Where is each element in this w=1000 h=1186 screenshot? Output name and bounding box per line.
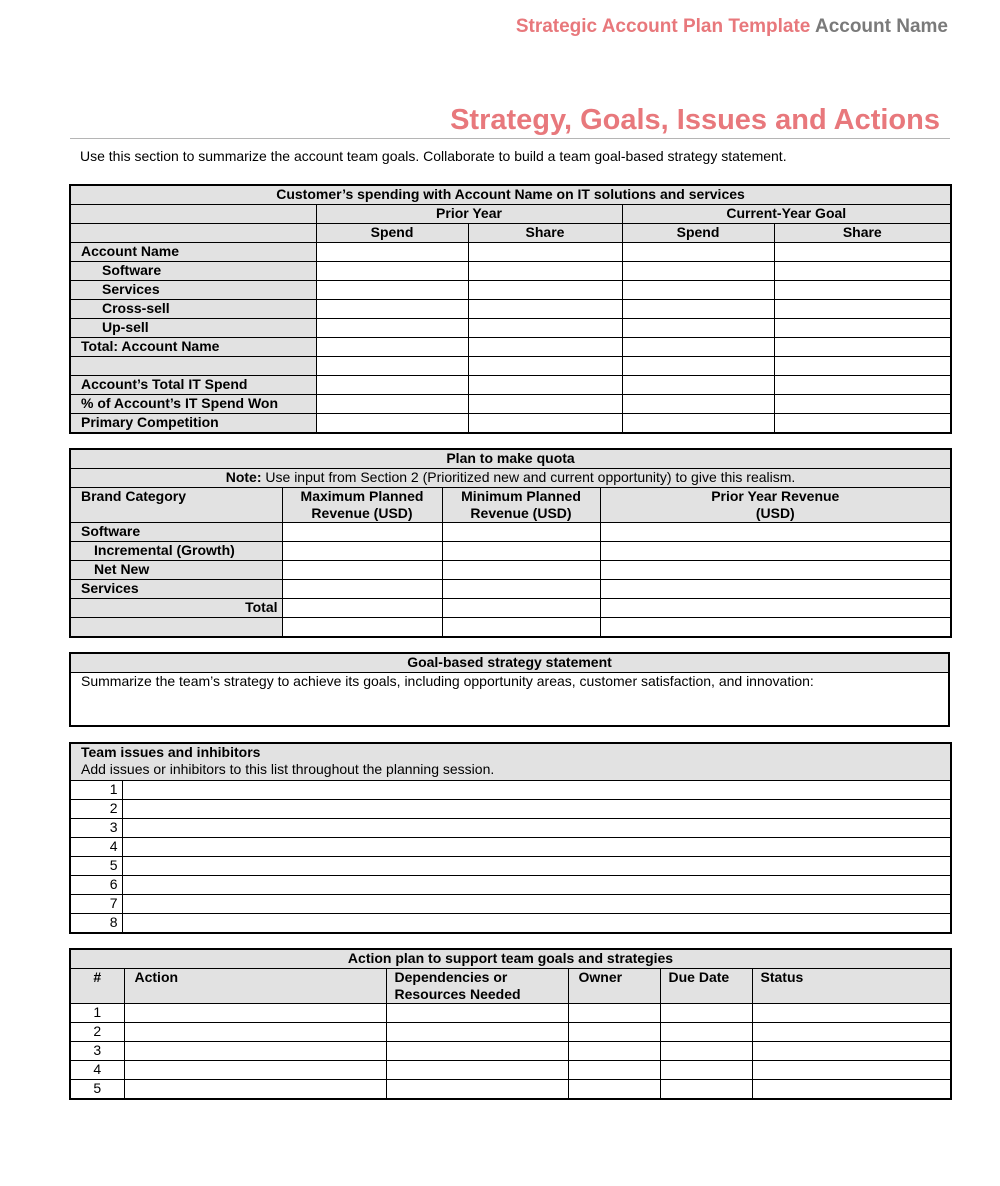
intro-text: Use this section to summarize the account team goals. Collaborate to build a team goal-based strategy statement. bbox=[80, 148, 787, 164]
input-cell[interactable] bbox=[600, 580, 951, 599]
input-cell[interactable] bbox=[316, 376, 468, 395]
document-header bbox=[516, 16, 948, 38]
input-cell[interactable] bbox=[124, 1080, 386, 1100]
input-cell[interactable] bbox=[600, 542, 951, 561]
input-cell[interactable] bbox=[316, 357, 468, 376]
input-cell[interactable] bbox=[282, 523, 442, 542]
dependencies-line2: Resources Needed bbox=[394, 986, 521, 1002]
row-number: 4 bbox=[70, 838, 122, 857]
row-label: Services bbox=[70, 580, 282, 599]
goal-spend-header: Spend bbox=[622, 224, 774, 243]
table-row bbox=[70, 395, 951, 414]
table-row bbox=[70, 262, 951, 281]
row-number: 4 bbox=[70, 1061, 124, 1080]
input-cell[interactable] bbox=[282, 580, 442, 599]
input-cell[interactable] bbox=[600, 523, 951, 542]
input-cell[interactable] bbox=[622, 395, 774, 414]
col-due-date-header: Due Date bbox=[660, 969, 752, 1004]
strategy-title-row bbox=[70, 653, 949, 673]
action-plan-table bbox=[69, 948, 952, 1100]
input-cell[interactable] bbox=[752, 1061, 951, 1080]
table-row bbox=[70, 781, 951, 800]
row-number: 1 bbox=[70, 781, 122, 800]
input-cell[interactable] bbox=[660, 1004, 752, 1023]
table-row bbox=[70, 599, 951, 618]
input-cell[interactable] bbox=[774, 319, 951, 338]
input-cell[interactable] bbox=[774, 281, 951, 300]
input-cell[interactable] bbox=[468, 262, 622, 281]
input-cell[interactable] bbox=[124, 1061, 386, 1080]
section-title: Strategy, Goals, Issues and Actions bbox=[450, 104, 940, 136]
input-cell[interactable] bbox=[774, 414, 951, 434]
table-row bbox=[70, 1061, 951, 1080]
action-title: Action plan to support team goals and strategies bbox=[70, 949, 951, 969]
quota-note-row bbox=[70, 469, 951, 488]
row-label: Software bbox=[70, 523, 282, 542]
strategy-table bbox=[69, 652, 950, 727]
col-status-header: Status bbox=[752, 969, 951, 1004]
row-label: Services bbox=[70, 281, 316, 300]
table-row bbox=[70, 857, 951, 876]
strategy-title: Goal-based strategy statement bbox=[70, 653, 949, 673]
table-row bbox=[70, 1080, 951, 1100]
issues-subtitle: Add issues or inhibitors to this list throughout the planning session. bbox=[81, 761, 495, 777]
table-row bbox=[70, 376, 951, 395]
input-cell[interactable] bbox=[316, 338, 468, 357]
table-row bbox=[70, 618, 951, 638]
input-cell[interactable] bbox=[316, 281, 468, 300]
input-cell[interactable] bbox=[442, 580, 600, 599]
note-label: Note: bbox=[225, 469, 262, 485]
issue-input[interactable] bbox=[122, 876, 951, 895]
max-revenue-line1: Maximum Planned bbox=[300, 488, 424, 504]
input-cell[interactable] bbox=[568, 1042, 660, 1061]
input-cell[interactable] bbox=[316, 243, 468, 262]
input-cell[interactable] bbox=[442, 599, 600, 618]
min-revenue-line2: Revenue (USD) bbox=[470, 505, 572, 521]
input-cell[interactable] bbox=[442, 523, 600, 542]
row-number: 5 bbox=[70, 1080, 124, 1100]
input-cell[interactable] bbox=[124, 1004, 386, 1023]
input-cell[interactable] bbox=[660, 1061, 752, 1080]
row-label: Incremental (Growth) bbox=[70, 542, 282, 561]
input-cell[interactable] bbox=[468, 414, 622, 434]
quota-table bbox=[69, 448, 952, 638]
issue-input[interactable] bbox=[122, 914, 951, 934]
row-number: 7 bbox=[70, 895, 122, 914]
table-row bbox=[70, 1004, 951, 1023]
issues-header-row bbox=[70, 743, 951, 781]
table-row bbox=[70, 300, 951, 319]
input-cell[interactable] bbox=[468, 338, 622, 357]
max-revenue-line2: Revenue (USD) bbox=[311, 505, 413, 521]
goal-share-header: Share bbox=[774, 224, 951, 243]
input-cell[interactable] bbox=[774, 338, 951, 357]
issue-input[interactable] bbox=[122, 857, 951, 876]
row-label: Account’s Total IT Spend bbox=[70, 376, 316, 395]
table-row bbox=[70, 1023, 951, 1042]
action-header-row bbox=[70, 969, 951, 1004]
account-name-label: Account Name bbox=[814, 16, 948, 37]
table-row bbox=[70, 838, 951, 857]
min-revenue-line1: Minimum Planned bbox=[461, 488, 581, 504]
input-cell[interactable] bbox=[660, 1080, 752, 1100]
max-revenue-header bbox=[282, 488, 442, 523]
input-cell[interactable] bbox=[600, 599, 951, 618]
title-divider bbox=[70, 138, 950, 139]
issue-input[interactable] bbox=[122, 838, 951, 857]
input-cell[interactable] bbox=[568, 1080, 660, 1100]
input-cell[interactable] bbox=[568, 1023, 660, 1042]
input-cell[interactable] bbox=[386, 1080, 568, 1100]
input-cell[interactable] bbox=[752, 1042, 951, 1061]
table-row bbox=[70, 357, 951, 376]
spending-sub-row bbox=[70, 224, 951, 243]
row-number: 5 bbox=[70, 857, 122, 876]
row-number: 1 bbox=[70, 1004, 124, 1023]
table-row bbox=[70, 561, 951, 580]
spending-period-row bbox=[70, 205, 951, 224]
col-dependencies-header bbox=[386, 969, 568, 1004]
spending-title-row bbox=[70, 185, 951, 205]
row-label: Total: Account Name bbox=[70, 338, 316, 357]
table-row bbox=[70, 819, 951, 838]
input-cell[interactable] bbox=[622, 243, 774, 262]
input-cell[interactable] bbox=[774, 357, 951, 376]
input-cell[interactable] bbox=[386, 1061, 568, 1080]
row-label: Net New bbox=[70, 561, 282, 580]
input-cell[interactable] bbox=[468, 300, 622, 319]
current-goal-header: Current-Year Goal bbox=[622, 205, 951, 224]
input-cell[interactable] bbox=[124, 1042, 386, 1061]
row-number: 8 bbox=[70, 914, 122, 934]
input-cell[interactable] bbox=[442, 618, 600, 638]
input-cell[interactable] bbox=[442, 542, 600, 561]
input-cell[interactable] bbox=[600, 561, 951, 580]
input-cell[interactable] bbox=[622, 376, 774, 395]
table-row bbox=[70, 414, 951, 434]
input-cell[interactable] bbox=[468, 376, 622, 395]
input-cell[interactable] bbox=[316, 319, 468, 338]
row-label: Total bbox=[70, 599, 282, 618]
row-number: 2 bbox=[70, 800, 122, 819]
table-row bbox=[70, 319, 951, 338]
prior-revenue-line1: Prior Year Revenue bbox=[711, 488, 840, 504]
table-row bbox=[70, 876, 951, 895]
brand-category-header: Brand Category bbox=[70, 488, 282, 523]
row-label: Account Name bbox=[70, 243, 316, 262]
quota-title: Plan to make quota bbox=[70, 449, 951, 469]
issues-title: Team issues and inhibitors bbox=[81, 744, 261, 760]
spacer-cell bbox=[70, 205, 316, 224]
row-number: 3 bbox=[70, 1042, 124, 1061]
table-row bbox=[70, 580, 951, 599]
row-label bbox=[70, 357, 316, 376]
input-cell[interactable] bbox=[752, 1004, 951, 1023]
input-cell[interactable] bbox=[386, 1023, 568, 1042]
strategy-prompt: Summarize the team’s strategy to achieve its goals, including opportunity areas, customer satisfaction, and innovation: bbox=[81, 673, 814, 689]
input-cell[interactable] bbox=[316, 395, 468, 414]
table-row bbox=[70, 523, 951, 542]
table-row bbox=[70, 281, 951, 300]
table-row bbox=[70, 338, 951, 357]
input-cell[interactable] bbox=[316, 262, 468, 281]
action-title-row bbox=[70, 949, 951, 969]
input-cell[interactable] bbox=[468, 395, 622, 414]
row-number: 2 bbox=[70, 1023, 124, 1042]
input-cell[interactable] bbox=[386, 1004, 568, 1023]
prior-revenue-line2: (USD) bbox=[755, 505, 795, 521]
input-cell[interactable] bbox=[622, 281, 774, 300]
quota-header-row bbox=[70, 488, 951, 523]
input-cell[interactable] bbox=[568, 1004, 660, 1023]
input-cell[interactable] bbox=[568, 1061, 660, 1080]
min-revenue-header bbox=[442, 488, 600, 523]
quota-title-row bbox=[70, 449, 951, 469]
prior-year-header: Prior Year bbox=[316, 205, 622, 224]
input-cell[interactable] bbox=[622, 319, 774, 338]
input-cell[interactable] bbox=[282, 561, 442, 580]
input-cell[interactable] bbox=[468, 281, 622, 300]
row-label bbox=[70, 618, 282, 638]
input-cell[interactable] bbox=[124, 1023, 386, 1042]
input-cell[interactable] bbox=[468, 243, 622, 262]
issues-table bbox=[69, 742, 952, 934]
spending-title: Customer’s spending with Account Name on IT solutions and services bbox=[70, 185, 951, 205]
quota-note bbox=[70, 469, 951, 488]
input-cell[interactable] bbox=[774, 262, 951, 281]
input-cell[interactable] bbox=[660, 1042, 752, 1061]
prior-share-header: Share bbox=[468, 224, 622, 243]
input-cell[interactable] bbox=[316, 300, 468, 319]
issue-input[interactable] bbox=[122, 781, 951, 800]
strategy-body-row bbox=[70, 673, 949, 727]
issue-input[interactable] bbox=[122, 819, 951, 838]
row-label: Software bbox=[70, 262, 316, 281]
col-number-header: # bbox=[70, 969, 124, 1004]
table-row bbox=[70, 800, 951, 819]
input-cell[interactable] bbox=[468, 319, 622, 338]
input-cell[interactable] bbox=[622, 357, 774, 376]
input-cell[interactable] bbox=[774, 376, 951, 395]
input-cell[interactable] bbox=[622, 414, 774, 434]
row-number: 3 bbox=[70, 819, 122, 838]
table-row bbox=[70, 243, 951, 262]
col-action-header: Action bbox=[124, 969, 386, 1004]
input-cell[interactable] bbox=[386, 1042, 568, 1061]
table-row bbox=[70, 895, 951, 914]
row-label: % of Account’s IT Spend Won bbox=[70, 395, 316, 414]
input-cell[interactable] bbox=[282, 618, 442, 638]
issue-input[interactable] bbox=[122, 800, 951, 819]
table-row bbox=[70, 1042, 951, 1061]
table-row bbox=[70, 542, 951, 561]
input-cell[interactable] bbox=[468, 357, 622, 376]
dependencies-line1: Dependencies or bbox=[394, 969, 508, 985]
input-cell[interactable] bbox=[622, 338, 774, 357]
col-owner-header: Owner bbox=[568, 969, 660, 1004]
input-cell[interactable] bbox=[752, 1080, 951, 1100]
prior-spend-header: Spend bbox=[316, 224, 468, 243]
strategy-input[interactable] bbox=[70, 673, 949, 727]
input-cell[interactable] bbox=[660, 1023, 752, 1042]
input-cell[interactable] bbox=[442, 561, 600, 580]
input-cell[interactable] bbox=[752, 1023, 951, 1042]
row-label: Primary Competition bbox=[70, 414, 316, 434]
input-cell[interactable] bbox=[774, 300, 951, 319]
input-cell[interactable] bbox=[600, 618, 951, 638]
input-cell[interactable] bbox=[774, 243, 951, 262]
row-number: 6 bbox=[70, 876, 122, 895]
spacer-cell bbox=[70, 224, 316, 243]
input-cell[interactable] bbox=[622, 262, 774, 281]
row-label: Up-sell bbox=[70, 319, 316, 338]
prior-revenue-header bbox=[600, 488, 951, 523]
issue-input[interactable] bbox=[122, 895, 951, 914]
input-cell[interactable] bbox=[316, 414, 468, 434]
input-cell[interactable] bbox=[282, 542, 442, 561]
input-cell[interactable] bbox=[282, 599, 442, 618]
input-cell[interactable] bbox=[622, 300, 774, 319]
row-label: Cross-sell bbox=[70, 300, 316, 319]
template-label: Strategic Account Plan Template bbox=[515, 16, 811, 37]
input-cell[interactable] bbox=[774, 395, 951, 414]
note-text: Use input from Section 2 (Prioritized new and current opportunity) to give this realism. bbox=[261, 469, 796, 485]
table-row bbox=[70, 914, 951, 934]
spending-table bbox=[69, 184, 952, 434]
issues-header bbox=[70, 743, 951, 781]
